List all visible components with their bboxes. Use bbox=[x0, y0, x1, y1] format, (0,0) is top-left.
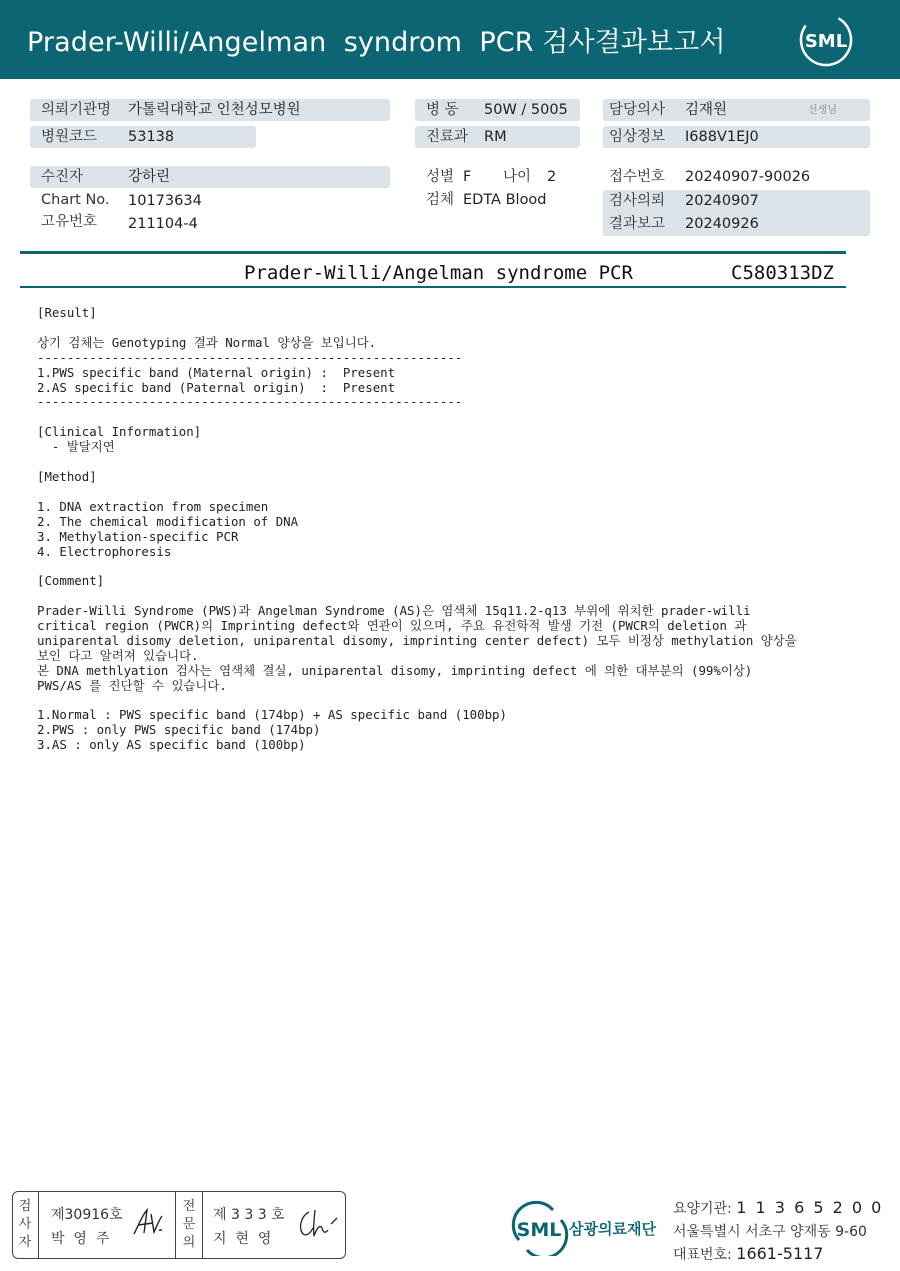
report-date-value: 20240926 bbox=[685, 216, 759, 232]
chart-label: Chart No. bbox=[41, 192, 110, 208]
patient-value: 강하린 bbox=[128, 169, 171, 185]
request-value: 20240907 bbox=[685, 193, 759, 209]
specimen-label: 검체 bbox=[426, 192, 455, 208]
report-date-label: 결과보고 bbox=[609, 216, 666, 232]
institution-value: 가톨릭대학교 인천성모병원 bbox=[128, 102, 301, 118]
specimen-value: EDTA Blood bbox=[463, 192, 547, 208]
sml-footer-logo-icon bbox=[509, 1200, 569, 1256]
clinical-label: 임상정보 bbox=[609, 129, 666, 145]
chart-value: 10173634 bbox=[128, 193, 202, 209]
ward-label: 병 동 bbox=[426, 102, 459, 118]
footer-org-name: 삼광의료재단 bbox=[569, 1220, 656, 1238]
test-name: Prader-Willi/Angelman syndrome PCR bbox=[244, 262, 633, 284]
sex-value: F bbox=[463, 169, 472, 185]
clinical-value: I688V1EJ0 bbox=[685, 129, 759, 145]
signature-divider bbox=[202, 1192, 203, 1258]
signature-divider bbox=[38, 1192, 39, 1258]
examiner-name: 박 영 주 bbox=[51, 1231, 110, 1247]
svg-text:SML: SML bbox=[516, 1219, 562, 1241]
sex-label: 성별 bbox=[426, 169, 455, 185]
doctor-value: 김재원 bbox=[685, 102, 728, 118]
report-title: Prader-Willi/Angelman syndrom PCR 검사결과보고서 bbox=[27, 27, 726, 58]
footer-phone: 대표번호: 1661-5117 bbox=[673, 1244, 824, 1263]
request-label: 검사의뢰 bbox=[609, 193, 666, 209]
institution-label: 의뢰기관명 bbox=[41, 102, 112, 118]
age-label: 나이 bbox=[503, 169, 532, 185]
dept-value: RM bbox=[484, 129, 507, 145]
doctor-suffix: 선생님 bbox=[808, 105, 837, 116]
report-body: [Result] 상기 검체는 Genotyping 결과 Normal 양상을 보입니다. --------------------------------------------------------- 1.PWS specific band (Maternal origin) : Present 2.AS specific band (Paternal origin) : Present --------------------------------------------------------- [Clinical Information] - 발달지연 [Method] 1. DNA extraction from specimen 2. The chemical modification of DNA 3. Methylation-specific PCR 4. Electrophoresis [Comment] Prader-Willi Syndrome (PWS)과 Angelman Syndrome (AS)은 염색체 15q11.2-q13 부위에 위치한 prader-willi critical region (PWCR)의 Imprinting defect와 연관이 있으며, 주요 유전학적 발생 기전 (PWCR의 deletion 과 uniparental disomy deletion, uniparental disomy, imprinting center defect) 모두 비정상 methylation 양상을 보인 다고 알려져 있습니다. 본 DNA methlyation 검사는 염색체 결실, uniparental disomy, imprinting defect 에 의한 대부분의 (99%이상) PWS/AS 를 진단할 수 있습니다. 1.Normal : PWS specific band (174bp) + AS specific band (100bp) 2.PWS : only PWS specific band (174bp) 3.AS : only AS specific band (100bp) bbox=[37, 305, 797, 753]
sml-logo-icon bbox=[798, 12, 854, 68]
signature-divider bbox=[175, 1192, 176, 1258]
footer-address: 서울특별시 서초구 양재동 9-60 bbox=[673, 1224, 867, 1240]
specialist-signature-icon bbox=[295, 1206, 339, 1242]
dept-label: 진료과 bbox=[426, 129, 469, 145]
test-code: C580313DZ bbox=[731, 262, 834, 284]
doctor-label: 담당의사 bbox=[609, 102, 666, 118]
patient-label: 수진자 bbox=[41, 169, 84, 185]
hospital-code-label: 병원코드 bbox=[41, 129, 98, 145]
unique-label: 고유번호 bbox=[41, 214, 98, 230]
age-value: 2 bbox=[547, 169, 557, 185]
examiner-number: 제30916호 bbox=[51, 1207, 123, 1223]
svg-text:SML: SML bbox=[804, 31, 848, 52]
test-rule-top bbox=[20, 251, 846, 254]
hospital-code-value: 53138 bbox=[128, 129, 175, 145]
specialist-number: 제 3 3 3 호 bbox=[213, 1207, 285, 1223]
ward-value: 50W / 5005 bbox=[484, 102, 568, 118]
report-header bbox=[0, 0, 900, 79]
examiner-signature-icon bbox=[131, 1206, 165, 1240]
patient-field-bg bbox=[30, 166, 390, 188]
unique-value: 211104-4 bbox=[128, 216, 198, 232]
receipt-label: 접수번호 bbox=[609, 169, 666, 185]
receipt-value: 20240907-90026 bbox=[685, 169, 811, 185]
signature-box bbox=[12, 1191, 346, 1259]
examiner-label: 검 사 자 bbox=[18, 1199, 32, 1250]
specialist-name: 지 현 영 bbox=[213, 1231, 272, 1247]
specialist-label: 전 문 의 bbox=[182, 1199, 196, 1250]
footer-institution-code: 요양기관: 1 1 3 6 5 2 0 0 bbox=[673, 1198, 884, 1217]
test-rule-bottom bbox=[20, 286, 846, 288]
